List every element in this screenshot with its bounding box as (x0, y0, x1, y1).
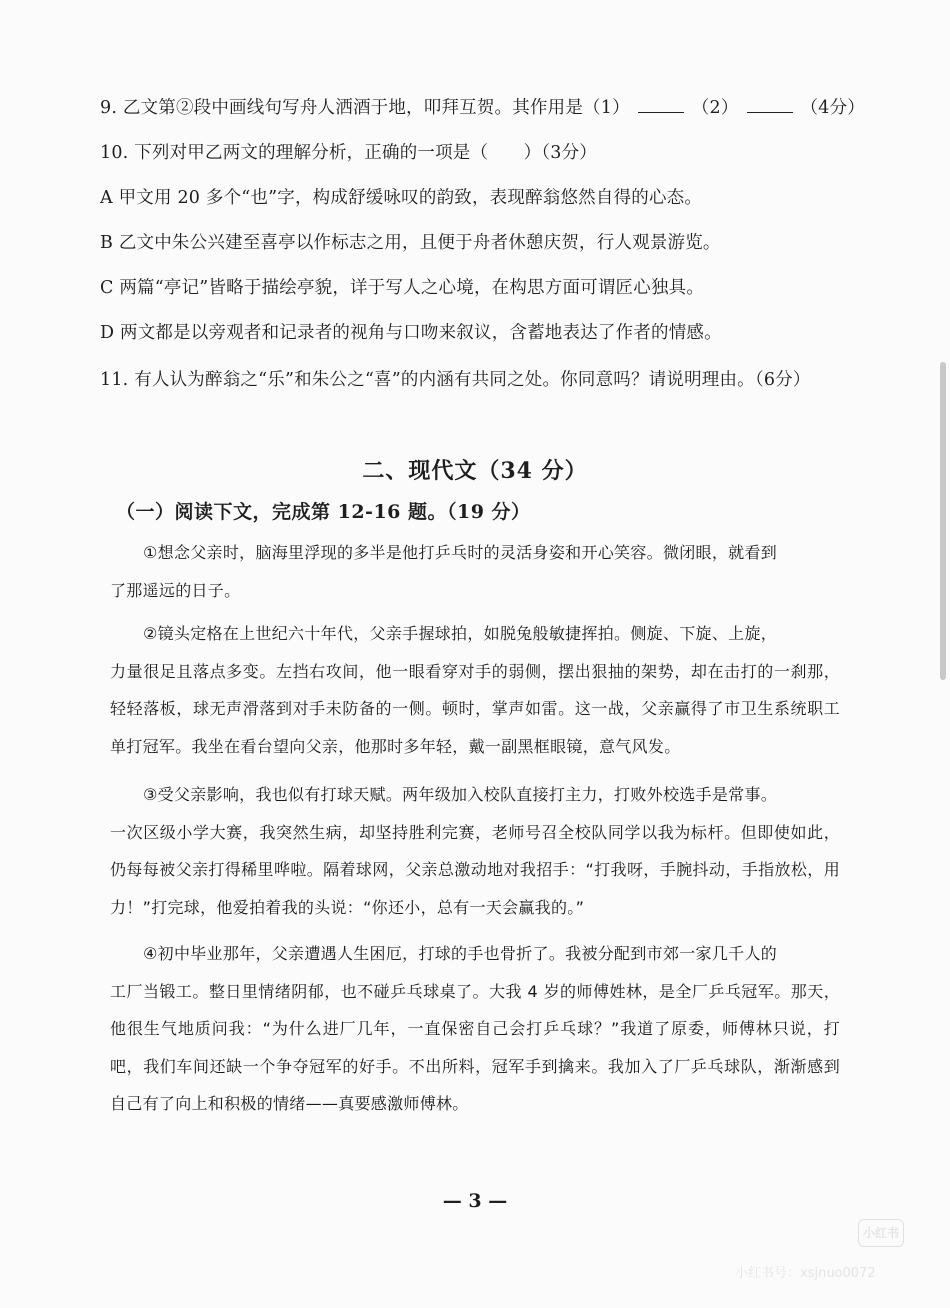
watermark-id: 小红书号：xsjnuo0072 (735, 1266, 876, 1281)
option-b: B 乙文中朱公兴建至喜亭以作标志之用，且便于舟者休憩庆贺，行人观景游览。 (100, 233, 721, 253)
option-a: A 甲文用 20 多个“也”字，构成舒缓咏叹的韵致，表现醉翁悠然自得的心态。 (100, 188, 703, 208)
question-10: 10. 下列对甲乙两文的理解分析，正确的一项是（ ）（3分） (100, 143, 597, 163)
paragraph-4-first-line: ④初中毕业那年，父亲遭遇人生困厄，打球的手也骨折了。我被分配到市郊一家几千人的 (143, 944, 778, 963)
paragraph-3-first-line: ③受父亲影响，我也似有打球天赋。两年级加入校队直接打主力，打败外校选手是常事。 (143, 785, 778, 804)
paragraph-4-rest: 工厂当锻工。整日里情绪阴郁，也不碰乒乓球桌了。大我 4 岁的师傅姓林，是全厂乒乓冠军。那天，他很生气地质问我：“为什么进厂几年，一直保密自己会打乒乓球？”我道了原委，师傅林只说，打吧，我们车间还缺一个争夺冠军的好手。不出所料，冠军手到擒来。我加入了厂乒乓球队，渐渐感到自己有了向上和积极的情绪——真要感激师傅林。 (110, 981, 840, 1113)
answer-blank-2 (747, 98, 793, 113)
paragraph-2-rest: 力量很足且落点多变。左挡右攻间，他一眼看穿对手的弱侧，摆出狠抽的架势，却在击打的一刹那，轻轻落板，球无声滑落到对手未防备的一侧。顿时，掌声如雷。这一战，父亲赢得了市卫生系统职工单打冠军。我坐在看台望向父亲，他那时多年轻，戴一副黑框眼镜，意气风发。 (110, 661, 840, 756)
paragraph-2-first-line: ②镜头定格在上世纪六十年代，父亲手握球拍，如脱兔般敏捷挥拍。侧旋、下旋、上旋， (143, 624, 778, 643)
option-c: C 两篇“亭记”皆略于描绘亭貌，详于写人之心境，在构思方面可谓匠心独具。 (100, 278, 705, 298)
paragraph-3 (110, 776, 840, 926)
question-9 (100, 94, 865, 119)
question-11: 11. 有人认为醉翁之“乐”和朱公之“喜”的内涵有共同之处。你同意吗？请说明理由。（6分） (100, 370, 811, 390)
option-d: D 两文都是以旁观者和记录者的视角与口吻来叙议，含蓄地表达了作者的情感。 (100, 323, 722, 343)
question-9-text: 9. 乙文第②段中画线句写舟人洒酒于地，叩拜互贺。其作用是（1） (100, 98, 630, 118)
sub-title: （一）阅读下文，完成第 12-16 题。（19 分） (116, 501, 531, 523)
question-9-score: （4分） (800, 98, 865, 118)
page-number: — 3 — (442, 1190, 508, 1212)
watermark-logo: 小红书 (858, 1219, 904, 1247)
paragraph-4 (110, 935, 840, 1123)
paragraph-3-rest: 一次区级小学大赛，我突然生病，却坚持胜利完赛，老师号召全校队同学以我为标杆。但即使如此，仍每每被父亲打得稀里哗啦。隔着球网，父亲总激动地对我招手：“打我呀，手腕抖动，手指放松，用力！”打完球，他爱拍着我的头说：“你还小，总有一天会赢我的。” (110, 822, 840, 917)
paragraph-1 (110, 534, 840, 609)
paragraph-1-rest: 了那遥远的日子。 (110, 580, 241, 600)
answer-blank-1 (638, 98, 684, 113)
paragraph-1-first-line: ①想念父亲时，脑海里浮现的多半是他打乒乓时的灵活身姿和开心笑容。微闭眼，就看到 (143, 543, 778, 562)
paragraph-2 (110, 615, 840, 765)
scrollbar[interactable] (940, 362, 946, 680)
question-9-mid: （2） (691, 98, 739, 118)
section-title: 二、现代文（34 分） (362, 458, 588, 484)
